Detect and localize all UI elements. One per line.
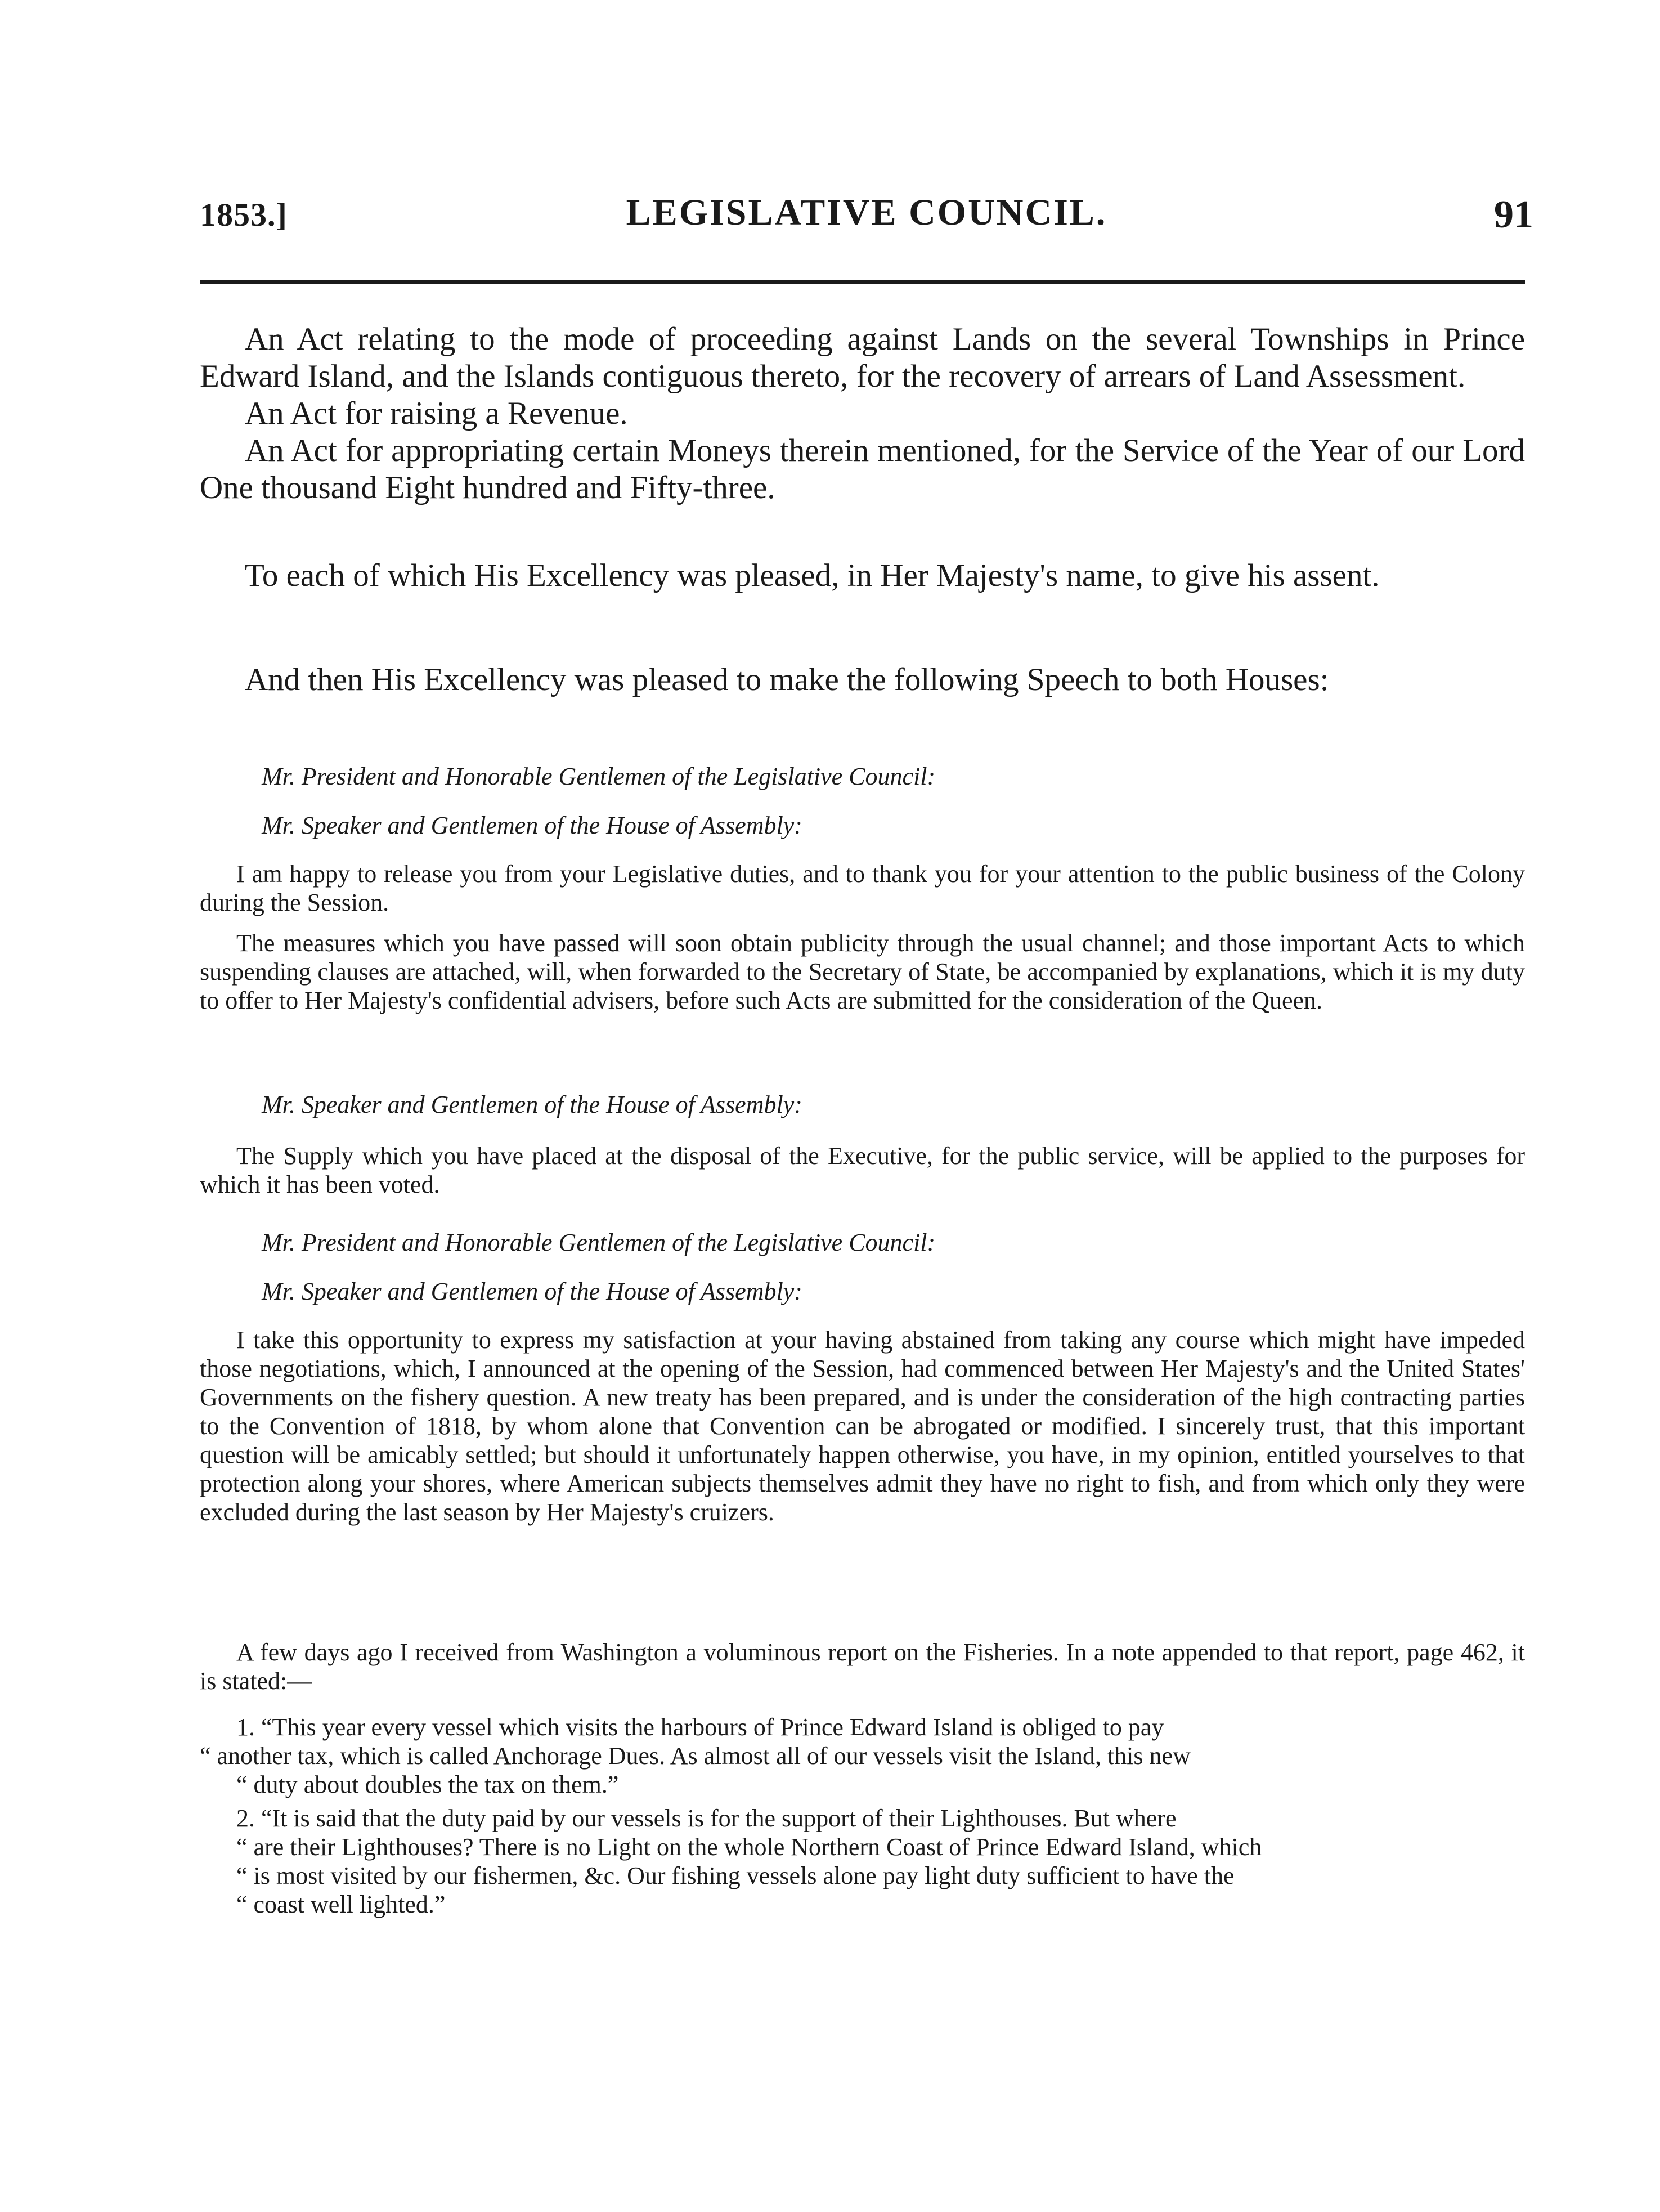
quote-1-line: 1. “This year every vessel which visits the harbours of Prince Edward Island is obliged to pay: [236, 1713, 1164, 1741]
act-appropriation: An Act for appropriating certain Moneys therein mentioned, for the Service of the Year of our Lord One thousand Eight hundred and Fifty-three.: [200, 433, 1525, 505]
speech-para-5: [200, 1638, 1525, 1695]
quote-2-line: “ are their Lighthouses? There is no Light on the whole Northern Coast of Prince Edward Island, which: [236, 1833, 1262, 1861]
quote-2-line: “ coast well lighted.”: [236, 1891, 446, 1918]
salutation-assembly-3: Mr. Speaker and Gentlemen of the House of Assembly:: [262, 1278, 802, 1305]
speech-para-3: [200, 1141, 1525, 1199]
document-page: [200, 0, 1533, 2212]
salutation-council-2: Mr. President and Honorable Gentlemen of the Legislative Council:: [262, 1229, 936, 1256]
act-land-assessment: An Act relating to the mode of proceeding against Lands on the several Townships in Prince Edward Island, and the Islands contiguous thereto, for the recovery of arrears of Land Assessment.: [200, 321, 1525, 394]
speech-para-1: [200, 859, 1525, 917]
salutation-council: Mr. President and Honorable Gentlemen of the Legislative Council:: [262, 763, 936, 790]
act-revenue: An Act for raising a Revenue.: [245, 396, 628, 431]
speech-para-2: [200, 929, 1525, 1015]
quote-1: [200, 1713, 1525, 1799]
salutation-assembly-2: Mr. Speaker and Gentlemen of the House of Assembly:: [262, 1091, 802, 1118]
speech-intro-text: And then His Excellency was pleased to make the following Speech to both Houses:: [245, 662, 1329, 697]
speech-para-4: [200, 1326, 1525, 1526]
assent-text: To each of which His Excellency was pleased, in Her Majesty's name, to give his assent.: [245, 558, 1380, 593]
header-title: LEGISLATIVE COUNCIL.: [626, 192, 1107, 233]
page-number: 91: [1494, 193, 1533, 236]
header-year: 1853.]: [200, 196, 288, 233]
speech-para-3-text: The Supply which you have placed at the disposal of the Executive, for the public service, will be applied to the purposes for which it has been voted.: [200, 1142, 1525, 1198]
quote-anchorage-dues: [200, 1713, 1525, 1799]
speech-intro-paragraph: [200, 661, 1525, 698]
running-head: [200, 191, 1533, 236]
quote-2: [200, 1804, 1525, 1919]
quote-2-line: “ is most visited by our fishermen, &c. Our fishing vessels alone pay light duty sufficient to have the: [236, 1862, 1235, 1889]
quote-1-line: “ another tax, which is called Anchorage Dues. As almost all of our vessels visit the Island, this new: [200, 1742, 1191, 1770]
speech-para-5-text: A few days ago I received from Washington a voluminous report on the Fisheries. In a note appended to that report, page 462, it is stated:—: [200, 1638, 1525, 1695]
speech-para-2-text: The measures which you have passed will soon obtain publicity through the usual channel; and those important Acts to which suspending clauses are attached, will, when forwarded to the Secretary of State, be accompanied by explanations, which it is my duty to offer to Her Majesty's confidential advisers, before such Acts are submitted for the consideration of the Queen.: [200, 929, 1525, 1014]
quote-lighthouses: [200, 1804, 1525, 1919]
salutation-assembly: Mr. Speaker and Gentlemen of the House of Assembly:: [262, 812, 802, 839]
speech-para-1-text: I am happy to release you from your Legislative duties, and to thank you for your attention to the public business of the Colony during the Session.: [200, 860, 1525, 916]
acts-list: [200, 321, 1525, 507]
speech-para-4-text: I take this opportunity to express my satisfaction at your having abstained from taking any course which might have impeded those negotiations, which, I announced at the opening of the Session, had commenced between Her Majesty's and the United States' Governments on the fishery question. A new treaty has been prepared, and is under the consideration of the high contracting parties to the Convention of 1818, by whom alone that Convention can be abrogated or modified. I sincerely trust, that this important question will be amicably settled; but should it unfortunately happen otherwise, you have, in my opinion, entitled yourselves to that protection along your shores, where American subjects themselves admit they have no right to fish, and from which only they were excluded during the last season by Her Majesty's cruizers.: [200, 1326, 1525, 1526]
assent-paragraph: [200, 557, 1525, 594]
header-rule: [200, 280, 1525, 284]
quote-2-line: 2. “It is said that the duty paid by our vessels is for the support of their Lighthouses. But where: [236, 1804, 1177, 1832]
quote-1-line: “ duty about doubles the tax on them.”: [236, 1771, 619, 1798]
